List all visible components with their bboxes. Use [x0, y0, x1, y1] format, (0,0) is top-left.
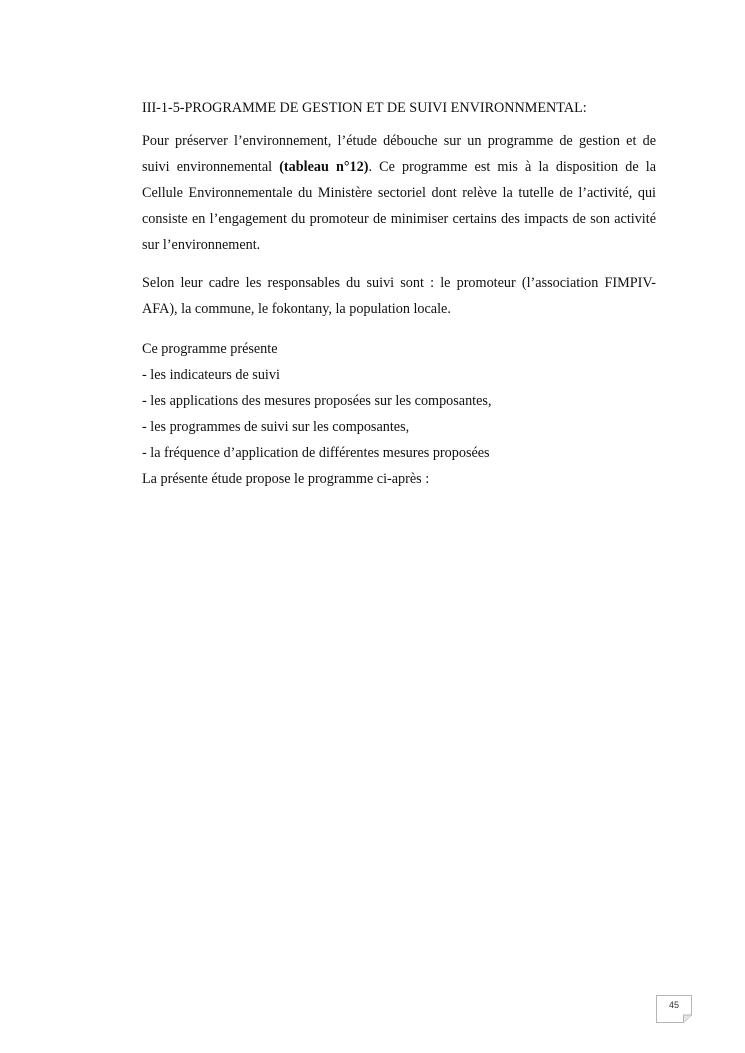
list-item: - la fréquence d’application de différentes mesures proposées [142, 445, 490, 462]
list-intro: Ce programme présente [142, 341, 278, 358]
list-closing: La présente étude propose le programme ci-après : [142, 471, 430, 488]
table-reference: (tableau n°12) [279, 159, 369, 175]
intro-text-start: Pour préserver l’environnement, l’étude débouche sur un programme de gestion et de suivi environnemental [142, 133, 656, 175]
list-item: - les applications des mesures proposées sur les composantes, [142, 393, 492, 410]
intro-paragraph [142, 128, 656, 258]
list-item: - les programmes de suivi sur les composantes, [142, 419, 410, 436]
list-item: - les indicateurs de suivi [142, 367, 280, 384]
responsibles-paragraph: Selon leur cadre les responsables du suivi sont : le promoteur (l’association FIMPIV-AFA), la commune, le fokontany, la population locale. [142, 275, 656, 317]
page-content [142, 98, 656, 492]
section-heading: III-1-5-PROGRAMME DE GESTION ET DE SUIVI ENVIRONNMENTAL: [142, 100, 587, 116]
page-number-badge [656, 995, 692, 1023]
intro-text-end: . Ce programme est mis à la disposition de la Cellule Environnementale du Ministère sectoriel dont relève la tutelle de l’activité, qui consiste en l’engagement du promoteur de minimiser certains des impacts de son activité sur l’environnement. [142, 159, 656, 253]
page-number: 45 [668, 1000, 679, 1010]
